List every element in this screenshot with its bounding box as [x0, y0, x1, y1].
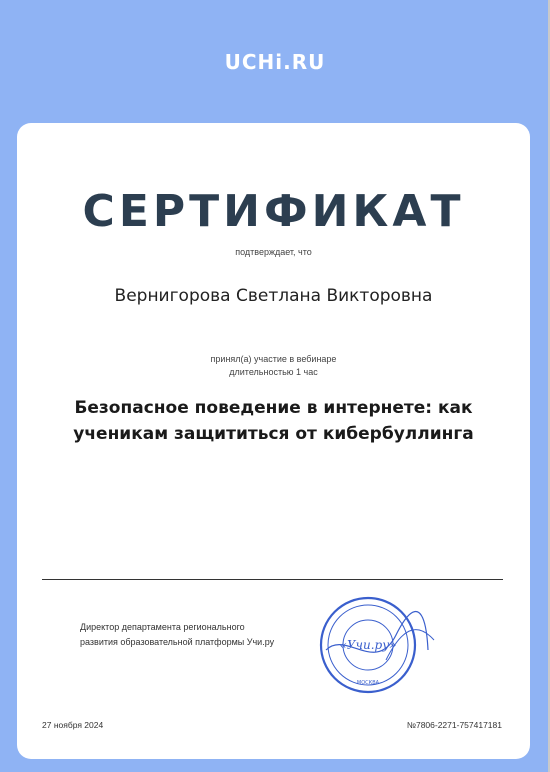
webinar-title: [57, 395, 490, 447]
recipient-name: Вернигорова Светлана Викторовна: [114, 286, 433, 306]
webinar-title-line-2: ученикам защититься от кибербуллинга: [73, 424, 474, 444]
participation-line-2: длительностью 1 час: [229, 367, 318, 377]
uchi-ru-logo: UCHi.RU: [224, 50, 326, 74]
stamp-label: «Учи.ру»: [339, 638, 397, 652]
director-caption: [80, 620, 340, 650]
director-line-1: Директор департамента регионального: [80, 622, 245, 632]
confirms-text: подтверждает, что: [235, 247, 312, 257]
official-stamp-seal: [316, 590, 436, 700]
signature-divider: [42, 579, 503, 580]
certificate-title: СЕРТИФИКАТ: [82, 186, 465, 237]
certificate-number: №7806-2271-757417181: [406, 720, 502, 730]
issue-date: 27 ноября 2024: [42, 720, 104, 730]
participation-text: [17, 353, 530, 379]
participation-line-1: принял(а) участие в вебинаре: [210, 354, 337, 364]
stamp-city: МОСКВА: [356, 680, 380, 686]
webinar-title-line-1: Безопасное поведение в интернете: как: [74, 398, 473, 418]
director-line-2: развития образовательной платформы Учи.ру: [80, 637, 275, 647]
certificate-card: [17, 123, 530, 759]
